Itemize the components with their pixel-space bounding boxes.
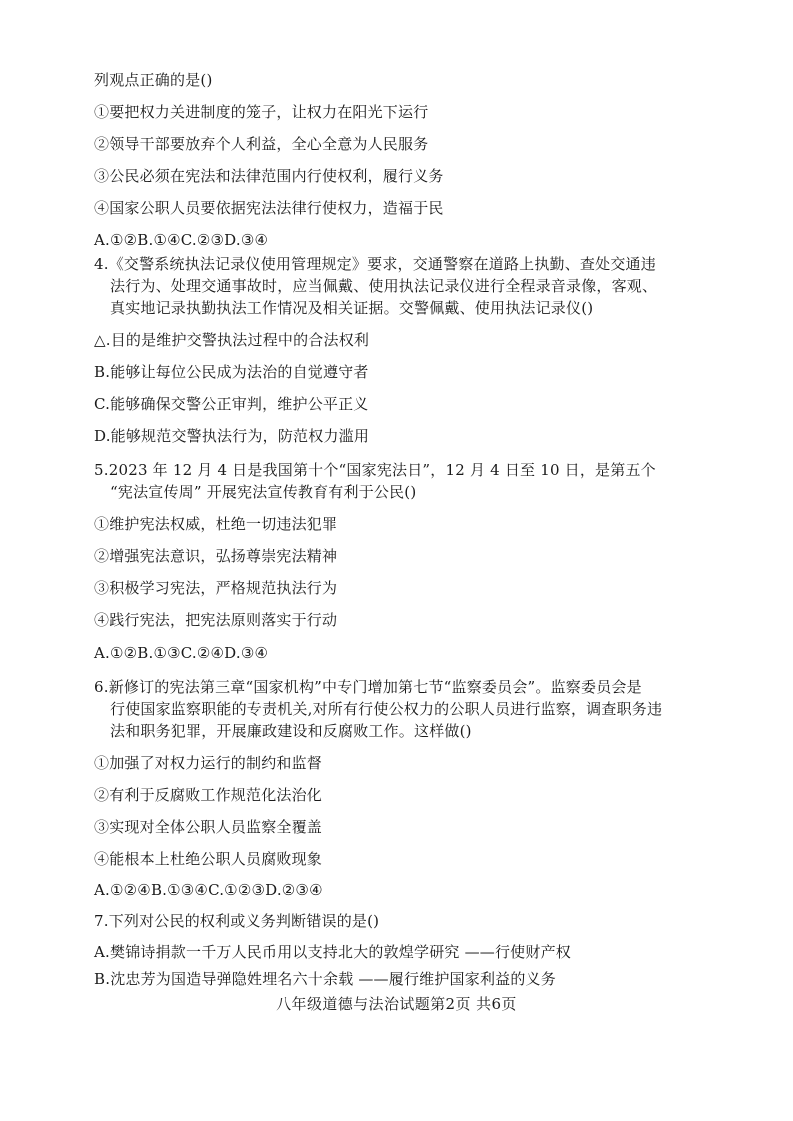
option-d: D.能够规范交警执法行为，防范权力滥用	[94, 427, 370, 445]
option-b: B.沈忠芳为国造导弹隐姓埋名六十余载 ——履行维护国家利益的义务	[94, 970, 556, 988]
question-4-stem-line-3: 真实地记录执勤执法工作情况及相关证据。交警佩戴、使用执法记录仪()	[110, 299, 594, 317]
question-6-stem-line-3: 法和职务犯罪，开展廉政建设和反腐败工作。这样做()	[110, 722, 472, 740]
option-a: △.目的是维护交警执法过程中的合法权利	[94, 331, 370, 349]
statement-3: ③实现对全体公职人员监察全覆盖	[94, 818, 323, 836]
question-7-stem: 7.下列对公民的权利或义务判断错误的是()	[94, 912, 380, 930]
statement-2: ②有利于反腐败工作规范化法治化	[94, 786, 323, 804]
page-footer: 八年级道德与法治试题第2页 共6页	[276, 995, 517, 1013]
option-c: C.能够确保交警公正审判，维护公平正义	[94, 395, 369, 413]
question-6-stem-line-2: 行使国家监察职能的专责机关,对所有行使公权力的公职人员进行监察，调查职务违	[110, 700, 663, 718]
question-4-stem: 4.《交警系统执法记录仪使用管理规定》要求，交通警察在道路上执勤、查处交通违	[94, 255, 656, 273]
option-a: A.樊锦诗捐款一千万人民币用以支持北大的敦煌学研究 ——行使财产权	[94, 943, 571, 961]
statement-1: ①加强了对权力运行的制约和监督	[94, 754, 323, 772]
answer-options-q5: A.①②B.①③C.②④D.③④	[94, 644, 269, 662]
question-5-stem: 5.2023 年 12 月 4 日是我国第十个“国家宪法日”，12 月 4 日至 10 日，是第五个	[94, 461, 656, 479]
question-4-stem-line-2: 法行为、处理交通事故时，应当佩戴、使用执法记录仪进行全程录音录像，客观、	[110, 277, 658, 295]
statement-2: ②领导干部要放弃个人利益，全心全意为人民服务	[94, 135, 429, 153]
statement-1: ①维护宪法权威，杜绝一切违法犯罪	[94, 515, 338, 533]
question-5-stem-line-2: “宪法宣传周” 开展宪法宣传教育有利于公民()	[110, 483, 417, 501]
answer-options-q3: A.①②B.①④C.②③D.③④	[94, 231, 269, 249]
statement-4: ④践行宪法，把宪法原则落实于行动	[94, 611, 338, 629]
statement-3: ③公民必须在宪法和法律范围内行使权利，履行义务	[94, 167, 444, 185]
answer-options-q6: A.①②④B.①③④C.①②③D.②③④	[94, 881, 323, 899]
option-b: B.能够让每位公民成为法治的自觉遵守者	[94, 363, 369, 381]
question-stem-continued: 列观点正确的是()	[94, 71, 213, 89]
statement-2: ②增强宪法意识，弘扬尊崇宪法精神	[94, 547, 338, 565]
question-6-stem: 6.新修订的宪法第三章“国家机构”中专门增加第七节“监察委员会”。监察委员会是	[94, 678, 642, 696]
statement-3: ③积极学习宪法，严格规范执法行为	[94, 579, 338, 597]
statement-1: ①要把权力关进制度的笼子，让权力在阳光下运行	[94, 103, 429, 121]
statement-4: ④国家公职人员要依据宪法法律行使权力，造福于民	[94, 199, 444, 217]
statement-4: ④能根本上杜绝公职人员腐败现象	[94, 850, 323, 868]
